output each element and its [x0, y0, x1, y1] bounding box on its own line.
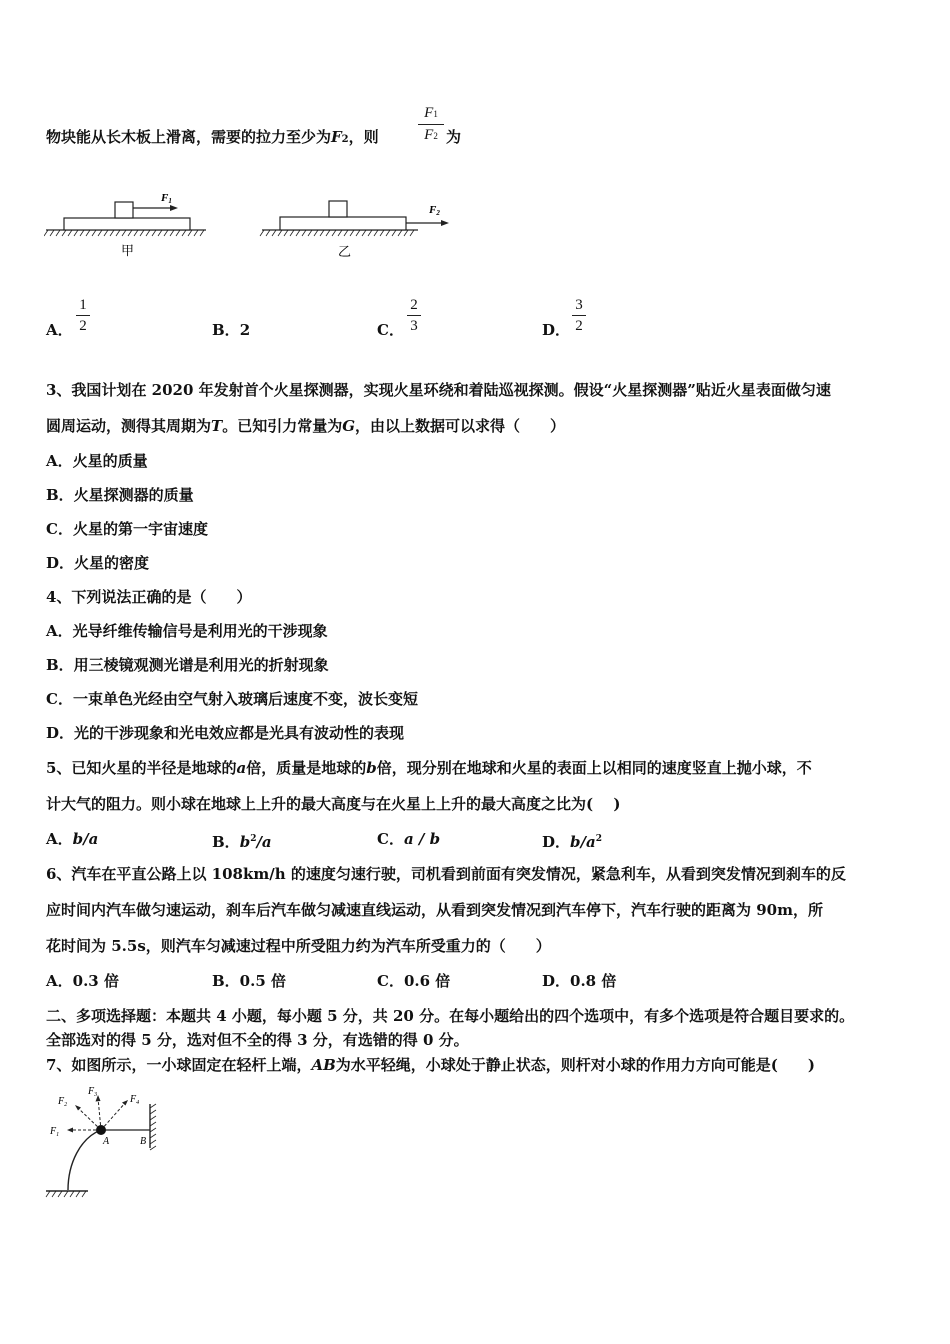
- q3-stem-line1: 3、我国计划在 2020 年发射首个火星探测器，实现火星环绕和着陆巡视探测。假设“火星探测器”贴近火星表面做匀速: [46, 381, 831, 399]
- q5-option-c-label: C．: [377, 830, 404, 848]
- q2-ratio-num-sub: 1: [433, 109, 438, 119]
- q2-option-b[interactable]: [212, 320, 250, 340]
- q2-right-caption: 乙: [338, 244, 352, 259]
- q6-option-a[interactable]: A．0.3 倍: [46, 972, 119, 990]
- q5-option-d-label: D．: [542, 833, 571, 851]
- q2-left-block: [115, 202, 133, 218]
- q2-option-d-label[interactable]: D．: [542, 321, 571, 339]
- q7-rod: [68, 1130, 101, 1190]
- q5-line1-a: 5、已知火星的半径是地球的: [46, 759, 237, 777]
- q3-option-c[interactable]: C．火星的第一宇宙速度: [46, 520, 208, 538]
- q6-option-b[interactable]: B．0.5 倍: [212, 972, 286, 990]
- section2-heading-line1: 二、多项选择题：本题共 4 小题，每小题 5 分，共 20 分。在每小题给出的四个选项中，有多个选项是符合题目要求的。: [46, 1007, 855, 1025]
- q2-left-board: [64, 218, 190, 230]
- q2-figure-right: [258, 196, 454, 264]
- q2-left-caption: 甲: [121, 243, 135, 258]
- q2-ratio-den: F: [424, 127, 434, 143]
- q2-f2-var: F: [331, 128, 342, 146]
- q5-option-c[interactable]: [377, 829, 440, 849]
- q7-stem: [46, 1055, 908, 1075]
- q2-option-d-num: 3: [575, 297, 583, 313]
- q3-option-a[interactable]: A．火星的质量: [46, 452, 148, 470]
- q5-option-d-sup: 2: [595, 834, 602, 844]
- q2-right-force-label: F2: [429, 204, 440, 217]
- q3-option-d[interactable]: D．火星的密度: [46, 554, 150, 572]
- q3-stem-line2: [46, 416, 908, 436]
- q7-label-a: A: [103, 1136, 110, 1147]
- q2-option-b-label: B．: [212, 321, 240, 339]
- q3-line2-post: ，由以上数据可以求得（ ）: [355, 417, 566, 435]
- q2-option-a-den: 2: [79, 318, 87, 334]
- q5-stem-line2: 计大气的阻力。则小球在地球上上升的最大高度与在火星上上升的最大高度之比为( ): [46, 795, 621, 813]
- q7-label-f4: $F_4$: [130, 1094, 140, 1106]
- q6-stem-line1: 6、汽车在平直公路上以 108km/h 的速度匀速行驶，司机看到前面有突发情况，紧急利车，从看到突发情况到刹车的反: [46, 865, 846, 883]
- q2-figure-left: [44, 186, 214, 264]
- q7-ball: [96, 1125, 106, 1135]
- q2-option-a-num: 1: [79, 297, 87, 313]
- q2-cont-mid: ，则: [348, 128, 379, 146]
- q3-var-g: G: [342, 417, 356, 435]
- q2-f2-sub: 2: [341, 134, 349, 145]
- q7-stem-pre: 7、如图所示，一小球固定在轻杆上端，: [46, 1056, 312, 1074]
- q6-stem-line2: 应时间内汽车做匀速运动，刹车后汽车做匀减速直线运动，从看到突发情况到汽车停下，汽车行驶的距离为 90m，所: [46, 901, 823, 919]
- q6-stem-line3: 花时间为 5.5s，则汽车匀减速过程中所受阻力约为汽车所受重力的（ ）: [46, 937, 551, 955]
- q2-right-board: [280, 217, 406, 230]
- q2-ratio-fraction: [418, 104, 444, 145]
- q2-ratio-den-sub: 2: [433, 131, 438, 141]
- q4-option-a[interactable]: A．光导纤维传输信号是利用光的干涉现象: [46, 622, 328, 640]
- q3-option-b[interactable]: B．火星探测器的质量: [46, 486, 194, 504]
- q5-var-a: a: [236, 759, 247, 777]
- q7-label-b: B: [140, 1136, 147, 1147]
- q2-option-d-fraction: [572, 296, 586, 335]
- q2-option-d-den: 2: [575, 318, 583, 334]
- q5-var-b: b: [366, 759, 377, 777]
- q5-option-b-label: B．: [212, 833, 240, 851]
- q2-cont-post: 为: [446, 128, 462, 146]
- q5-option-d[interactable]: [542, 829, 602, 852]
- q5-option-c-value: a / b: [403, 830, 441, 848]
- q2-option-c-den: 3: [410, 318, 418, 334]
- q2-option-c-num: 2: [410, 297, 418, 313]
- q2-cont-text: 物块能从长木板上滑离，需要的拉力至少为: [46, 128, 332, 146]
- q2-ratio-num: F: [424, 105, 434, 121]
- q5-option-b-sup: 2: [250, 834, 257, 844]
- q2-continuation: [46, 127, 908, 150]
- q4-option-b[interactable]: B．用三棱镜观测光谱是利用光的折射现象: [46, 656, 329, 674]
- q2-left-force-label: F1: [161, 192, 172, 205]
- q5-option-a-label: A．: [46, 830, 73, 848]
- q3-var-t: T: [211, 417, 223, 435]
- q7-label-f2: $F_2$: [58, 1096, 68, 1108]
- q5-line1-c: 倍，现分别在地球和火星的表面上以相同的速度竖直上抛小球，不: [376, 759, 812, 777]
- q2-option-a-fraction: [76, 296, 90, 335]
- q6-option-d[interactable]: D．0.8 倍: [542, 972, 617, 990]
- q5-option-a[interactable]: [46, 829, 98, 849]
- q4-stem: 4、下列说法正确的是（ ）: [46, 588, 252, 606]
- q7-var-ab: AB: [311, 1056, 336, 1074]
- q7-label-f1: $F_1$: [50, 1126, 60, 1138]
- q2-option-c-fraction: [407, 296, 421, 335]
- section2-heading-line2: 全部选对的得 5 分，选对但不全的得 3 分，有选错的得 0 分。: [46, 1031, 469, 1049]
- q2-option-a-label[interactable]: A．: [46, 321, 73, 339]
- q4-option-d[interactable]: D．光的干涉现象和光电效应都是光具有波动性的表现: [46, 724, 405, 742]
- q5-option-a-value: b/a: [72, 830, 99, 848]
- q5-option-b[interactable]: [212, 829, 272, 852]
- q3-line2-pre: 圆周运动，测得其周期为: [46, 417, 212, 435]
- q2-option-b-value: 2: [239, 321, 251, 339]
- q2-option-c-label[interactable]: C．: [377, 321, 404, 339]
- q5-option-d-base: b/a: [570, 833, 596, 851]
- q5-stem-line1: [46, 758, 908, 778]
- q2-right-block: [329, 201, 347, 217]
- q7-figure: [44, 1082, 162, 1202]
- q7-label-f3: $F_3$: [88, 1086, 98, 1098]
- q7-stem-post: 为水平轻绳，小球处于静止状态，则杆对小球的作用力方向可能是( ): [335, 1056, 815, 1074]
- q4-option-c[interactable]: C．一束单色光经由空气射入玻璃后速度不变，波长变短: [46, 690, 418, 708]
- q5-line1-b: 倍，质量是地球的: [246, 759, 367, 777]
- q3-line2-mid: 。已知引力常量为: [222, 417, 343, 435]
- q6-option-c[interactable]: C．0.6 倍: [377, 972, 451, 990]
- q5-option-b-base: b: [239, 833, 251, 851]
- q5-option-b-rest: /a: [256, 833, 272, 851]
